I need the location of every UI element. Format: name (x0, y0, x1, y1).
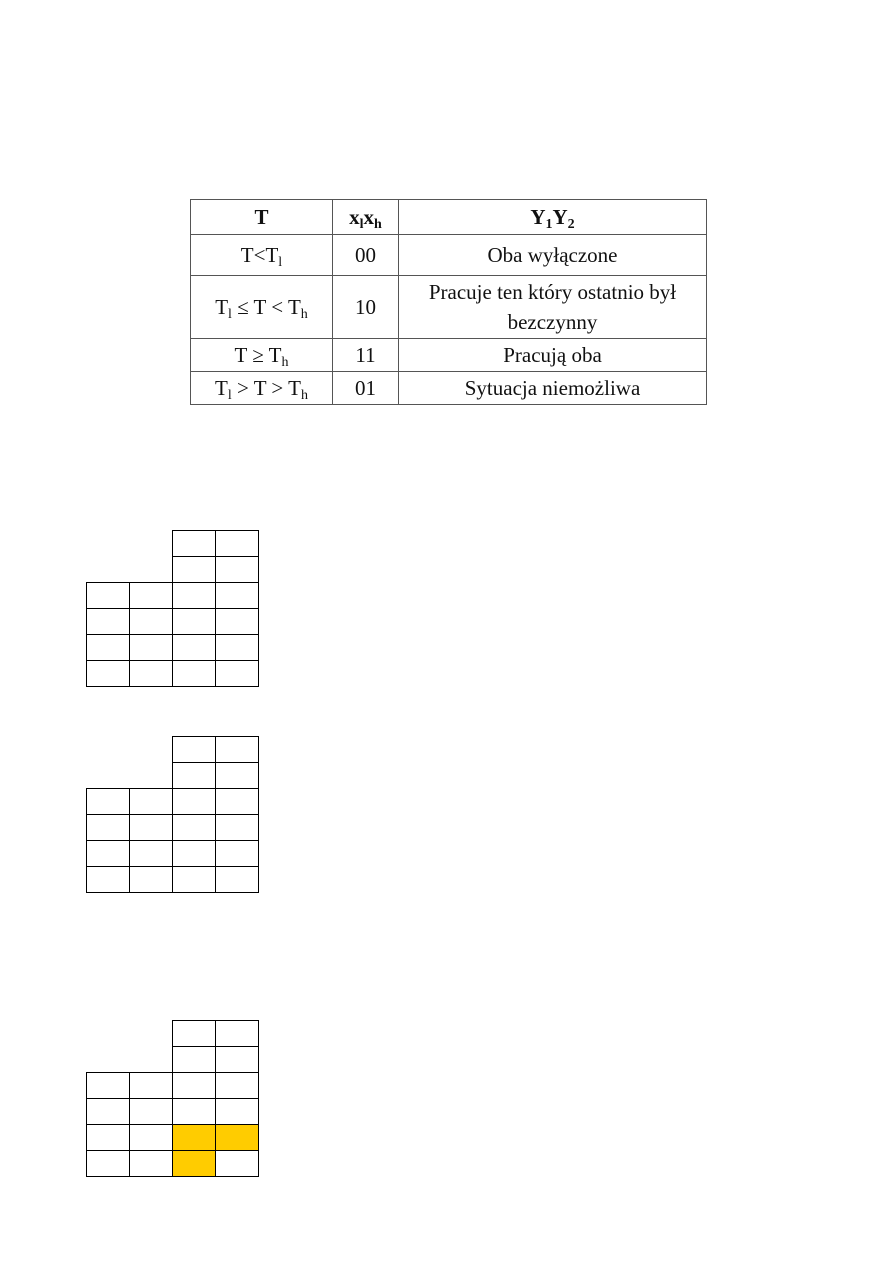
grid-cell (215, 736, 259, 763)
cond-cell: $T_l \le T < T_h$ (191, 276, 333, 339)
y-cell: Oba wyłączone (399, 235, 707, 276)
grid-cell (86, 814, 130, 841)
grid-cell (129, 866, 173, 893)
grid-cell (129, 1098, 173, 1125)
grid-cell (172, 660, 216, 687)
grid-cell (215, 1046, 259, 1073)
y-cell: Sytuacja niemożliwa (399, 372, 707, 405)
grid-cell (172, 530, 216, 557)
karnaugh-grid-2 (86, 736, 258, 890)
x-cell: 01 (333, 372, 399, 405)
table-row (191, 339, 707, 372)
grid-cell (129, 634, 173, 661)
grid-cell (215, 660, 259, 687)
karnaugh-grid-3 (86, 1020, 258, 1174)
header-x: $x_lx_h$ (333, 200, 399, 235)
grid-cell (215, 788, 259, 815)
cond-cell: $T<T_l$ (191, 235, 333, 276)
grid-cell (215, 608, 259, 635)
grid-cell (172, 866, 216, 893)
grid-cell (129, 1124, 173, 1151)
grid-cell (86, 1150, 130, 1177)
grid-cell (129, 582, 173, 609)
grid-cell (129, 660, 173, 687)
grid-cell (172, 582, 216, 609)
header-y: $Y_1Y_2$ (399, 200, 707, 235)
grid-cell (129, 788, 173, 815)
header-t: T (191, 200, 333, 235)
grid-cell (86, 866, 130, 893)
grid-cell (172, 556, 216, 583)
grid-cell (172, 1072, 216, 1099)
grid-cell (86, 788, 130, 815)
table-row (191, 372, 707, 405)
grid-cell (215, 1072, 259, 1099)
cond-cell: $T \ge T_h$ (191, 339, 333, 372)
grid-cell (172, 634, 216, 661)
grid-cell (86, 840, 130, 867)
grid-cell (129, 608, 173, 635)
grid-cell (129, 814, 173, 841)
grid-cell (172, 814, 216, 841)
grid-cell (86, 634, 130, 661)
grid-cell (215, 840, 259, 867)
grid-cell (172, 1046, 216, 1073)
grid-cell (86, 660, 130, 687)
table-row (191, 235, 707, 276)
grid-cell (215, 1098, 259, 1125)
grid-cell (86, 1124, 130, 1151)
truth-table (190, 199, 707, 405)
grid-cell (215, 1124, 259, 1151)
x-cell: 00 (333, 235, 399, 276)
table-row (191, 276, 707, 339)
x-cell: 11 (333, 339, 399, 372)
grid-cell (215, 1150, 259, 1177)
grid-cell (172, 1150, 216, 1177)
grid-cell (172, 736, 216, 763)
karnaugh-grid-1 (86, 530, 258, 684)
grid-cell (215, 762, 259, 789)
grid-cell (215, 634, 259, 661)
grid-cell (86, 1098, 130, 1125)
grid-cell (172, 762, 216, 789)
grid-cell (129, 840, 173, 867)
grid-cell (215, 556, 259, 583)
grid-cell (86, 582, 130, 609)
grid-cell (172, 1098, 216, 1125)
grid-cell (172, 788, 216, 815)
grid-cell (172, 1124, 216, 1151)
cond-cell: $T_l > T > T_h$ (191, 372, 333, 405)
grid-cell (215, 866, 259, 893)
grid-cell (86, 1072, 130, 1099)
grid-cell (86, 608, 130, 635)
grid-cell (129, 1072, 173, 1099)
grid-cell (215, 530, 259, 557)
grid-cell (215, 814, 259, 841)
grid-cell (215, 1020, 259, 1047)
table-header-row (191, 200, 707, 235)
grid-cell (215, 582, 259, 609)
grid-cell (172, 840, 216, 867)
grid-cell (172, 608, 216, 635)
x-cell: 10 (333, 276, 399, 339)
y-cell: Pracują oba (399, 339, 707, 372)
grid-cell (129, 1150, 173, 1177)
grid-cell (172, 1020, 216, 1047)
y-cell: Pracuje ten który ostatnio był bezczynny (399, 276, 707, 339)
